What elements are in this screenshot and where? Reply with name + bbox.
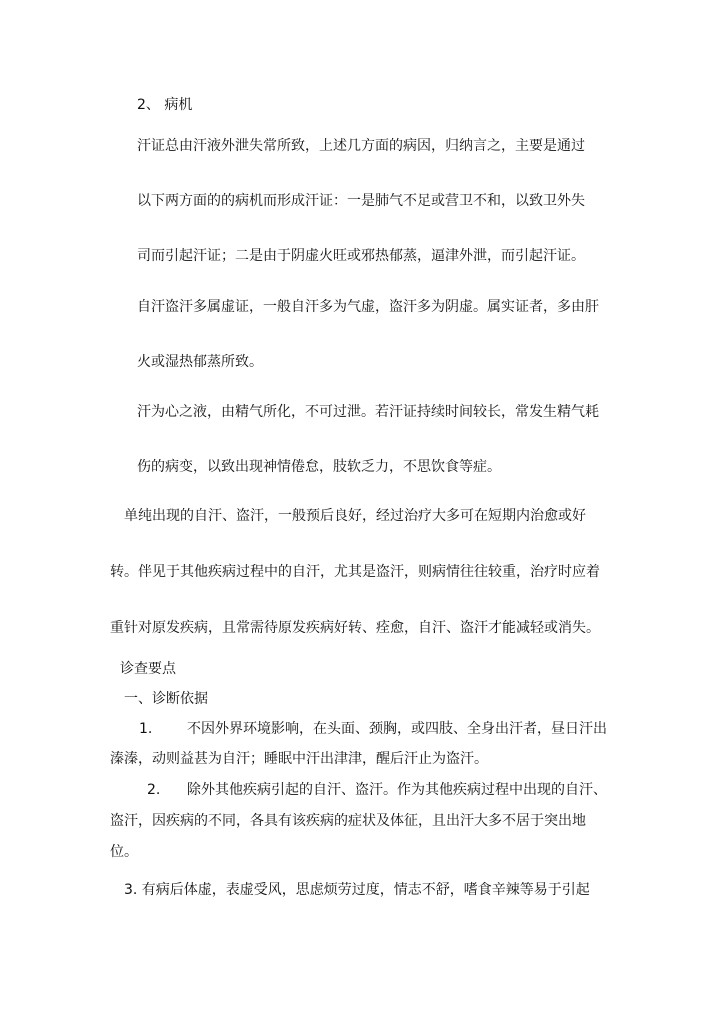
list-item-text: 除外其他疾病引起的自汗、盗汗。作为其他疾病过程中出现的自汗、 xyxy=(187,782,607,798)
list-item-text: 溱溱，动则益甚为自汗；睡眠中汗出津津，醒后汗止为盗汗。 xyxy=(110,751,488,767)
paragraph-line: 司而引起汗证；二是由于阴虚火旺或邪热郁蒸，逼津外泄，而引起汗证。 xyxy=(137,248,585,264)
paragraph-line: 汗为心之液，由精气所化，不可过泄。若汗证持续时间较长，常发生精气耗 xyxy=(137,404,599,420)
paragraph-line: 火或湿热郁蒸所致。 xyxy=(137,354,263,370)
paragraph-line: 自汗盗汗多属虚证，一般自汗多为气虚，盗汗多为阴虚。属实证者，多由肝 xyxy=(137,299,599,315)
section-heading-diagnosis: 诊查要点 xyxy=(120,661,176,677)
paragraph-line: 伤的病变，以致出现神情倦怠，肢软乏力，不思饮食等症。 xyxy=(137,459,501,475)
paragraph-line: 汗证总由汗液外泄失常所致，上述几方面的病因，归纳言之，主要是通过 xyxy=(137,138,585,154)
list-number: 1. xyxy=(139,721,153,737)
list-number: 2. xyxy=(147,782,161,798)
list-item-text: 3. 有病后体虚，表虚受风，思虑烦劳过度，情志不舒，嗜食辛辣等易于引起 xyxy=(124,882,590,898)
list-item-text: 盗汗，因疾病的不同，各具有该疾病的症状及体征，且出汗大多不居于突出地 xyxy=(110,813,586,829)
list-item-text: 不因外界环境影响，在头面、颈胸，或四肢、全身出汗者，昼日汗出 xyxy=(187,721,607,737)
paragraph-line: 重针对原发疾病，且常需待原发疾病好转、痊愈，自汗、盗汗才能减轻或消失。 xyxy=(110,620,600,636)
paragraph-line: 单纯出现的自汗、盗汗，一般预后良好，经过治疗大多可在短期内治愈或好 xyxy=(124,508,586,524)
paragraph-line: 以下两方面的的病机而形成汗证：一是肺气不足或营卫不和，以致卫外失 xyxy=(137,193,585,209)
paragraph-line: 转。伴见于其他疾病过程中的自汗，尤其是盗汗，则病情往往较重，治疗时应着 xyxy=(110,564,600,580)
list-item-text: 位。 xyxy=(110,844,138,860)
subsection-heading-criteria: 一、诊断依据 xyxy=(124,691,208,707)
section-heading-pathogenesis: 2、 病机 xyxy=(137,97,193,113)
